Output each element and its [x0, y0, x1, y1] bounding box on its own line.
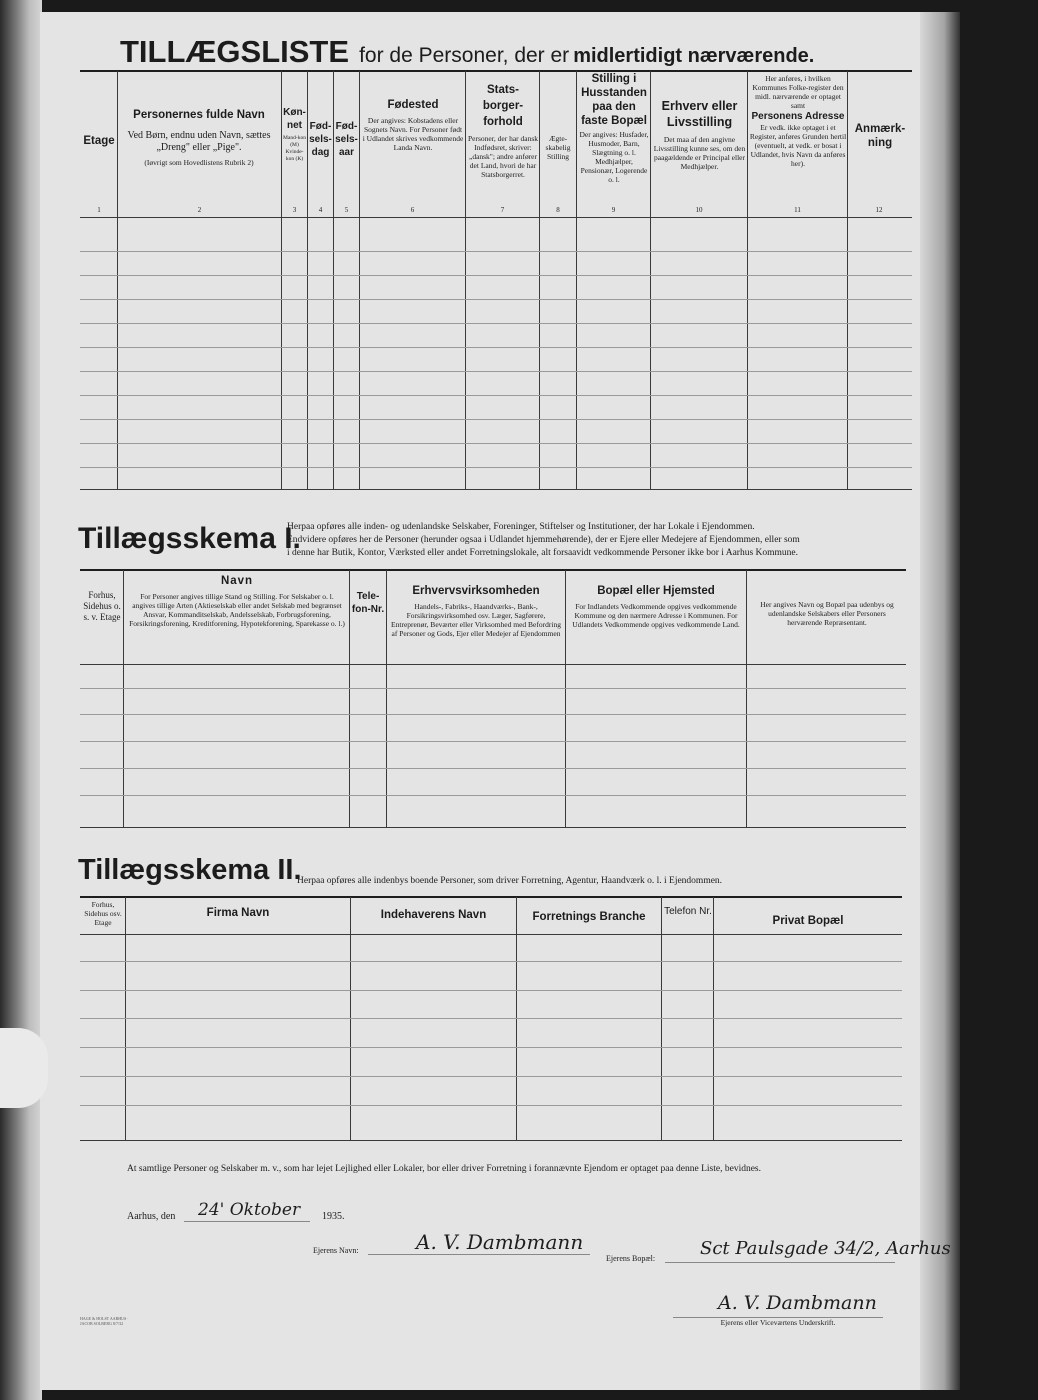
title-emphasis: midlertidigt nærværende. — [573, 45, 815, 67]
col-husstand: Stilling i Husstanden paa den faste Bopæl Der angives: Husfader, Husmoder, Barn, Slægtning o. l. Medhjælper, Pensionær, Logerende o. l. — [579, 73, 649, 184]
col-koen: Køn-net Mand-kon (M) Kvinde-kon (K) — [283, 107, 306, 162]
col-adresse: Her anføres, i hvilken Kommunes Folke-register den midl. nærværende er optaget samt Personens Adresse Er vedk. ikke optaget i et Register, anføres Grunden hertil (eventuelt, at vedk. er bosat i Udlandet, hvis Navn da anføres her). — [749, 74, 847, 168]
skema1-col-repraesentant: Her angives Navn og Bopæl paa udenbys og udenlandske Selskabers eller Personers herværende Repræsentant. — [760, 600, 894, 627]
skema2-title: Tillægsskema II. — [78, 854, 302, 886]
skema1-col-telefon: Tele-fon-Nr. — [351, 591, 385, 615]
form-title — [120, 34, 900, 74]
title-part: for de Personer, der er — [359, 44, 570, 67]
col-etage: Etage — [83, 135, 115, 147]
skema2-col-firma: Firma Navn — [206, 907, 270, 919]
col-number: 5 — [344, 206, 349, 214]
printer-mark: HAGE & HOLST AARHUS · JACOB SOLBERG 8/7/32 — [80, 1316, 129, 1326]
footer-statement: At samtlige Personer og Selskaber m. v., som har lejet Lejlighed eller Lokaler, bor eller driver Forretning i forannævnte Ejendom er optaget paa denne Liste, bevidnes. — [127, 1164, 761, 1174]
skema1-col-erhverv: Erhvervsvirksomheden Handels-, Fabriks-, Haandværks-, Bank-, Forsikringsvirksomhed osv. Læger, Sagførere, Entreprenør, Beværter eller Virksomhed med Befordring af Personer og Gods, Ejer eller Medejer af Ejendommen — [391, 585, 561, 638]
col-foedested: Fødested Der angives: Kobstadens eller Sognets Navn. For Personer født i Udlandet skrives vedkommende Landa Navn. — [362, 99, 464, 152]
col-number: 10 — [695, 206, 703, 214]
book-spine-edge — [0, 0, 42, 1400]
paper-tab — [0, 1028, 48, 1108]
owner-name-handwritten: A. V. Dambmann — [416, 1230, 584, 1254]
year-label: 1935. — [322, 1211, 345, 1222]
title-main: TILLÆGSLISTE — [120, 34, 350, 69]
col-erhverv: Erhverv eller Livsstilling Det maa af den angivne Livsstilling kunne ses, om den paagældende er Principal eller Medhjælper. — [653, 99, 746, 171]
date-label: Aarhus, den — [127, 1211, 176, 1222]
date-handwritten: 24' Oktober — [198, 1200, 301, 1220]
col-statsborger: Stats-borger-forhold Personer, der har dansk Indfødsret, skriver: „dansk"; andre anfører det Land, hvori de har Statsborgerret. — [467, 84, 539, 179]
col-number: 6 — [410, 206, 415, 214]
owner-name-label: Ejerens Navn: — [313, 1246, 359, 1255]
col-number: 2 — [197, 206, 202, 214]
col-number: 11 — [794, 206, 801, 214]
skema1-col-navn: Navn For Personer angives tillige Stand og Stilling. For Selskaber o. l. angives tillige Arten (Aktieselskab eller andet Selskab med begrænset Ansvar, Kommanditselskab, Andelsselskab, Forbrugsforening, Forsikringsforening, Kreditforening, Hypotekforening, Sparekasse o. l.) — [129, 575, 345, 628]
col-number: 12 — [875, 206, 883, 214]
col-foedselsaar: Fød-sels-aar — [335, 121, 358, 158]
col-aegteskab: Ægte-skabelig Stilling — [545, 134, 571, 161]
form-sheet — [40, 12, 920, 1390]
signature-handwritten: A. V. Dambmann — [718, 1292, 877, 1314]
col-number: 9 — [611, 206, 616, 214]
col-foedselsdag: Fød-sels-dag — [309, 121, 332, 158]
col-number: 7 — [500, 206, 505, 214]
page-right-edge — [920, 12, 960, 1390]
skema2-col-privat-bopael: Privat Bopæl — [772, 915, 844, 927]
col-anmaerkning: Anmærk-ning — [854, 123, 906, 149]
owner-address-label: Ejerens Bopæl: — [606, 1254, 656, 1263]
skema2-description: Herpaa opføres alle indenbys boende Personer, som driver Forretning, Agentur, Haandværk o. l. i Ejendommen. — [297, 876, 723, 886]
skema1-title: Tillægsskema I. — [78, 522, 301, 555]
skema2-col-branche: Forretnings Branche — [532, 911, 646, 923]
skema1-col-bopael: Bopæl eller Hjemsted For Indlandets Vedkommende opgives vedkommende Kommune og den nærmere Adresse i Kommunen. For Udlandets Vedkommende opgives vedkommende Land. — [572, 585, 740, 629]
skema1-col-etage: Forhus, Sidehus o. s. v. Etage — [83, 590, 121, 622]
col-number: 3 — [292, 206, 297, 214]
skema1-description: Herpaa opføres alle inden- og udenlandske Selskaber, Foreninger, Stiftelser og Institutioner, der har Lokale i Ejendommen. Endvidere opføres her de Personer (herunder ogsaa i Udlandet hjemmehørende), der er Ejere eller Medejere af Ejendommen, eller som i denne har Butik, Kontor, Værksted eller andet Forretningslokale, alt forsaavidt vedkommende Personer ikke bor i Aarhus Kommune. — [287, 522, 800, 558]
signature-label: Ejerens eller Viceværtens Underskrift. — [720, 1318, 836, 1327]
col-number: 8 — [556, 206, 560, 214]
skema2-col-etage: Forhus, Sidehus osv. Etage — [84, 900, 122, 927]
skema2-col-indehaver: Indehaverens Navn — [380, 909, 487, 921]
skema2-col-telefon: Telefon Nr. — [664, 906, 712, 917]
col-number: 1 — [97, 206, 101, 214]
owner-address-handwritten: Sct Paulsgade 34/2, Aarhus — [700, 1238, 951, 1259]
col-navn: Personernes fulde Navn Ved Børn, endnu uden Navn, sættes „Dreng" eller „Pige". (Iøvrigt som Hovedlistens Rubrik 2) — [127, 109, 271, 167]
col-number: 4 — [318, 206, 323, 214]
